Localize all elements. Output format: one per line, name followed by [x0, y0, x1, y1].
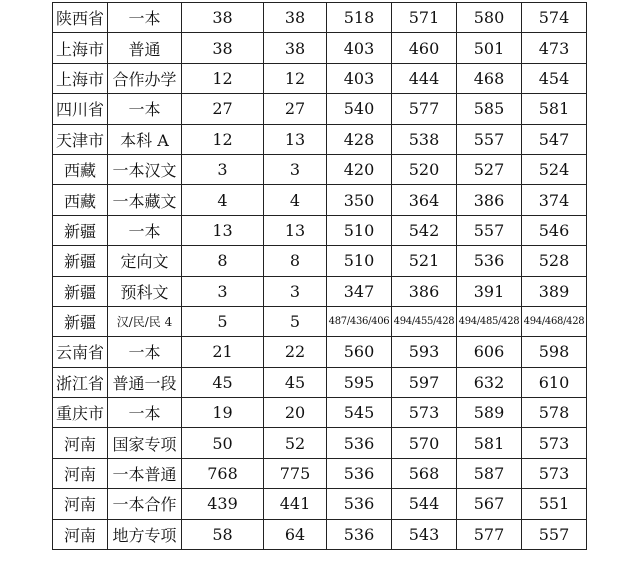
max-score-cell: 587 — [457, 458, 522, 488]
enrolled-count-cell: 20 — [264, 398, 327, 428]
avg-score-cell: 557 — [522, 519, 587, 549]
table-row — [53, 185, 587, 215]
plan-count-cell: 12 — [182, 124, 264, 154]
min-score-cell: 568 — [392, 458, 457, 488]
plan-count-cell: 21 — [182, 337, 264, 367]
control-line-cell: 545 — [327, 398, 392, 428]
avg-score-cell: 547 — [522, 124, 587, 154]
plan-count-cell: 13 — [182, 215, 264, 245]
enrolled-count-cell: 27 — [264, 94, 327, 124]
max-score-cell: 386 — [457, 185, 522, 215]
avg-score-cell: 598 — [522, 337, 587, 367]
avg-score-cell: 551 — [522, 489, 587, 519]
max-score-cell: 567 — [457, 489, 522, 519]
table-row — [53, 33, 587, 63]
table-row — [53, 63, 587, 93]
min-score-cell: 571 — [392, 3, 457, 33]
batch-cell: 预科文 — [108, 276, 182, 306]
control-line-cell: 595 — [327, 367, 392, 397]
batch-cell: 一本合作 — [108, 489, 182, 519]
table-row — [53, 367, 587, 397]
max-score-cell: 632 — [457, 367, 522, 397]
min-score-cell: 386 — [392, 276, 457, 306]
min-score-cell: 543 — [392, 519, 457, 549]
plan-count-cell: 58 — [182, 519, 264, 549]
plan-count-cell: 38 — [182, 33, 264, 63]
table-row — [53, 458, 587, 488]
min-score-cell: 494/455/428 — [392, 306, 457, 336]
max-score-cell: 585 — [457, 94, 522, 124]
province-cell: 重庆市 — [53, 398, 108, 428]
min-score-cell: 577 — [392, 94, 457, 124]
max-score-cell: 557 — [457, 215, 522, 245]
min-score-cell: 444 — [392, 63, 457, 93]
plan-count-cell: 439 — [182, 489, 264, 519]
batch-cell: 地方专项 — [108, 519, 182, 549]
max-score-cell: 468 — [457, 63, 522, 93]
min-score-cell: 573 — [392, 398, 457, 428]
table-body — [53, 3, 587, 550]
province-cell: 河南 — [53, 428, 108, 458]
avg-score-cell: 574 — [522, 3, 587, 33]
avg-score-cell: 524 — [522, 154, 587, 184]
max-score-cell: 589 — [457, 398, 522, 428]
min-score-cell: 538 — [392, 124, 457, 154]
plan-count-cell: 12 — [182, 63, 264, 93]
min-score-cell: 593 — [392, 337, 457, 367]
batch-cell: 一本汉文 — [108, 154, 182, 184]
min-score-cell: 597 — [392, 367, 457, 397]
enrolled-count-cell: 13 — [264, 215, 327, 245]
batch-cell: 普通一段 — [108, 367, 182, 397]
avg-score-cell: 494/468/428 — [522, 306, 587, 336]
max-score-cell: 527 — [457, 154, 522, 184]
enrolled-count-cell: 8 — [264, 246, 327, 276]
batch-cell: 一本 — [108, 215, 182, 245]
min-score-cell: 460 — [392, 33, 457, 63]
max-score-cell: 391 — [457, 276, 522, 306]
batch-cell: 一本普通 — [108, 458, 182, 488]
control-line-cell: 420 — [327, 154, 392, 184]
enrolled-count-cell: 38 — [264, 33, 327, 63]
enrolled-count-cell: 5 — [264, 306, 327, 336]
control-line-cell: 347 — [327, 276, 392, 306]
province-cell: 河南 — [53, 458, 108, 488]
table-row — [53, 246, 587, 276]
max-score-cell: 580 — [457, 3, 522, 33]
enrolled-count-cell: 13 — [264, 124, 327, 154]
max-score-cell: 581 — [457, 428, 522, 458]
enrolled-count-cell: 38 — [264, 3, 327, 33]
batch-cell: 一本藏文 — [108, 185, 182, 215]
table-row — [53, 94, 587, 124]
province-cell: 陕西省 — [53, 3, 108, 33]
avg-score-cell: 578 — [522, 398, 587, 428]
batch-cell: 汉/民/民 4 — [108, 306, 182, 336]
province-cell: 新疆 — [53, 246, 108, 276]
enrolled-count-cell: 3 — [264, 154, 327, 184]
province-cell: 河南 — [53, 519, 108, 549]
avg-score-cell: 581 — [522, 94, 587, 124]
province-cell: 天津市 — [53, 124, 108, 154]
plan-count-cell: 45 — [182, 367, 264, 397]
avg-score-cell: 454 — [522, 63, 587, 93]
province-cell: 西藏 — [53, 154, 108, 184]
province-cell: 上海市 — [53, 63, 108, 93]
score-table-container — [52, 2, 587, 550]
control-line-cell: 510 — [327, 246, 392, 276]
table-row — [53, 124, 587, 154]
avg-score-cell: 546 — [522, 215, 587, 245]
table-row — [53, 428, 587, 458]
batch-cell: 一本 — [108, 398, 182, 428]
enrolled-count-cell: 12 — [264, 63, 327, 93]
max-score-cell: 557 — [457, 124, 522, 154]
province-cell: 河南 — [53, 489, 108, 519]
control-line-cell: 428 — [327, 124, 392, 154]
control-line-cell: 536 — [327, 489, 392, 519]
avg-score-cell: 389 — [522, 276, 587, 306]
control-line-cell: 540 — [327, 94, 392, 124]
admission-score-table — [52, 2, 587, 550]
control-line-cell: 536 — [327, 519, 392, 549]
table-row — [53, 337, 587, 367]
table-row — [53, 3, 587, 33]
enrolled-count-cell: 3 — [264, 276, 327, 306]
province-cell: 新疆 — [53, 306, 108, 336]
plan-count-cell: 5 — [182, 306, 264, 336]
plan-count-cell: 27 — [182, 94, 264, 124]
control-line-cell: 560 — [327, 337, 392, 367]
control-line-cell: 536 — [327, 428, 392, 458]
batch-cell: 国家专项 — [108, 428, 182, 458]
province-cell: 西藏 — [53, 185, 108, 215]
enrolled-count-cell: 441 — [264, 489, 327, 519]
control-line-cell: 518 — [327, 3, 392, 33]
table-row — [53, 215, 587, 245]
enrolled-count-cell: 775 — [264, 458, 327, 488]
control-line-cell: 510 — [327, 215, 392, 245]
province-cell: 浙江省 — [53, 367, 108, 397]
province-cell: 新疆 — [53, 276, 108, 306]
enrolled-count-cell: 52 — [264, 428, 327, 458]
plan-count-cell: 3 — [182, 276, 264, 306]
table-row — [53, 519, 587, 549]
avg-score-cell: 528 — [522, 246, 587, 276]
province-cell: 新疆 — [53, 215, 108, 245]
table-row — [53, 154, 587, 184]
min-score-cell: 542 — [392, 215, 457, 245]
plan-count-cell: 19 — [182, 398, 264, 428]
control-line-cell: 536 — [327, 458, 392, 488]
min-score-cell: 364 — [392, 185, 457, 215]
max-score-cell: 536 — [457, 246, 522, 276]
max-score-cell: 494/485/428 — [457, 306, 522, 336]
province-cell: 云南省 — [53, 337, 108, 367]
province-cell: 四川省 — [53, 94, 108, 124]
enrolled-count-cell: 4 — [264, 185, 327, 215]
plan-count-cell: 4 — [182, 185, 264, 215]
avg-score-cell: 573 — [522, 428, 587, 458]
plan-count-cell: 38 — [182, 3, 264, 33]
plan-count-cell: 8 — [182, 246, 264, 276]
table-row — [53, 489, 587, 519]
plan-count-cell: 768 — [182, 458, 264, 488]
table-row — [53, 276, 587, 306]
batch-cell: 定向文 — [108, 246, 182, 276]
enrolled-count-cell: 22 — [264, 337, 327, 367]
min-score-cell: 570 — [392, 428, 457, 458]
enrolled-count-cell: 64 — [264, 519, 327, 549]
max-score-cell: 606 — [457, 337, 522, 367]
plan-count-cell: 50 — [182, 428, 264, 458]
batch-cell: 合作办学 — [108, 63, 182, 93]
min-score-cell: 520 — [392, 154, 457, 184]
control-line-cell: 487/436/406 — [327, 306, 392, 336]
table-row — [53, 398, 587, 428]
batch-cell: 普通 — [108, 33, 182, 63]
min-score-cell: 544 — [392, 489, 457, 519]
control-line-cell: 350 — [327, 185, 392, 215]
min-score-cell: 521 — [392, 246, 457, 276]
plan-count-cell: 3 — [182, 154, 264, 184]
avg-score-cell: 374 — [522, 185, 587, 215]
table-row — [53, 306, 587, 336]
avg-score-cell: 610 — [522, 367, 587, 397]
avg-score-cell: 473 — [522, 33, 587, 63]
batch-cell: 本科 A — [108, 124, 182, 154]
control-line-cell: 403 — [327, 63, 392, 93]
max-score-cell: 501 — [457, 33, 522, 63]
batch-cell: 一本 — [108, 337, 182, 367]
max-score-cell: 577 — [457, 519, 522, 549]
batch-cell: 一本 — [108, 3, 182, 33]
avg-score-cell: 573 — [522, 458, 587, 488]
enrolled-count-cell: 45 — [264, 367, 327, 397]
province-cell: 上海市 — [53, 33, 108, 63]
control-line-cell: 403 — [327, 33, 392, 63]
batch-cell: 一本 — [108, 94, 182, 124]
